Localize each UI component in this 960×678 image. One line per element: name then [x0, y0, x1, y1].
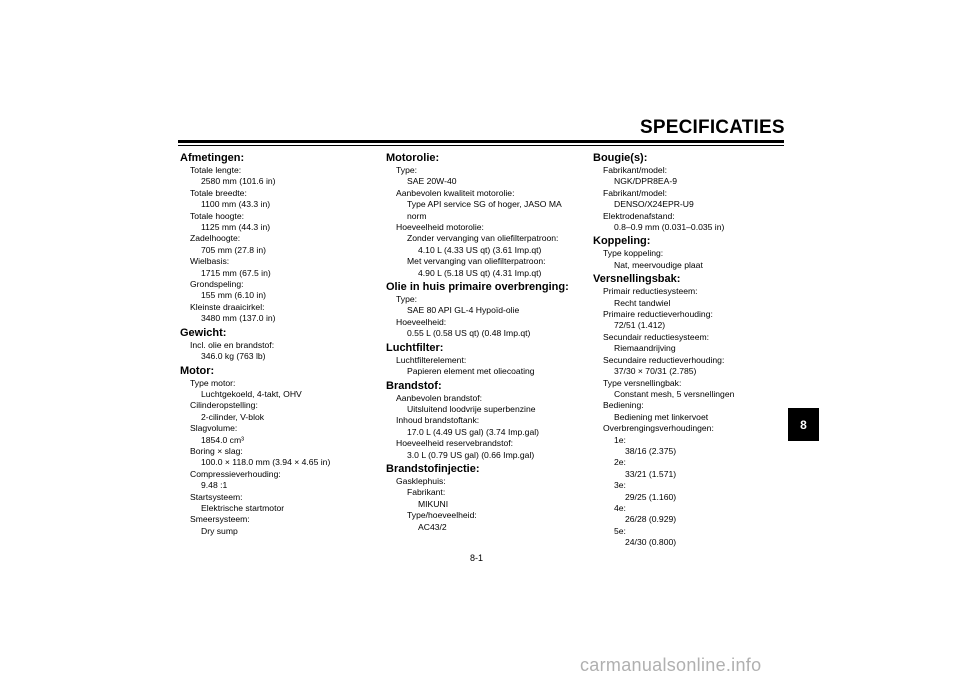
- spec-value: Zonder vervanging van oliefilterpatroon:: [407, 233, 559, 244]
- spec-value: 5e:: [614, 525, 626, 536]
- spec-value: 4e:: [614, 502, 626, 513]
- spec-value: 2e:: [614, 457, 626, 468]
- spec-value: Recht tandwiel: [614, 297, 671, 308]
- spec-value: 346.0 kg (763 lb): [201, 351, 266, 362]
- spec-value: 24/30 (0.800): [625, 537, 677, 548]
- section-heading: Koppeling:: [593, 235, 651, 248]
- section-heading: Bougie(s):: [593, 152, 648, 164]
- spec-value: 1125 mm (44.3 in): [201, 222, 271, 233]
- spec-value: 100.0 × 118.0 mm (3.94 × 4.65 in): [201, 457, 331, 468]
- spec-label: Totale hoogte:: [190, 210, 244, 221]
- spec-value: SAE 80 API GL-4 Hypoïd-olie: [407, 305, 520, 316]
- spec-label: Zadelhoogte:: [190, 233, 241, 244]
- section-heading: Motorolie:: [386, 152, 440, 164]
- spec-label: Overbrengingsverhoudingen:: [603, 423, 714, 434]
- spec-column-1: [180, 150, 380, 537]
- spec-label: Aanbevolen kwaliteit motorolie:: [396, 187, 515, 198]
- spec-value: norm: [407, 210, 427, 221]
- spec-value: 2580 mm (101.6 in): [201, 176, 276, 187]
- section-heading: Brandstof:: [386, 379, 442, 392]
- spec-value: Type API service SG of hoger, JASO MA: [407, 199, 562, 210]
- spec-value: 4.10 L (4.33 US qt) (3.61 Imp.qt): [418, 244, 542, 255]
- spec-label: Hoeveelheid reservebrandstof:: [396, 438, 514, 449]
- spec-value: Luchtgekoeld, 4-takt, OHV: [201, 388, 302, 399]
- spec-value: 33/21 (1.571): [625, 468, 677, 479]
- spec-value: Dry sump: [201, 525, 238, 536]
- spec-label: Elektrodenafstand:: [603, 210, 675, 221]
- spec-value: Bediening met linkervoet: [614, 411, 709, 422]
- spec-value: 38/16 (2.375): [625, 445, 677, 456]
- spec-label: Primair reductiesysteem:: [603, 286, 698, 297]
- spec-label: Secundair reductiesysteem:: [603, 331, 710, 342]
- spec-label: Luchtfilterelement:: [396, 354, 467, 365]
- spec-label: Incl. olie en brandstof:: [190, 339, 275, 350]
- spec-label: Boring × slag:: [190, 445, 243, 456]
- spec-value: 72/51 (1.412): [614, 320, 666, 331]
- spec-label: Aanbevolen brandstof:: [396, 392, 483, 403]
- spec-label: Primaire reductieverhouding:: [603, 309, 713, 320]
- spec-label: Fabrikant/model:: [603, 187, 668, 198]
- spec-label: Bediening:: [603, 400, 644, 411]
- spec-value: 26/28 (0.929): [625, 514, 677, 525]
- spec-label: Startsysteem:: [190, 491, 243, 502]
- spec-value: 155 mm (6.10 in): [201, 290, 266, 301]
- spec-value: 3.0 L (0.79 US gal) (0.66 Imp.gal): [407, 449, 535, 460]
- spec-value: DENSO/X24EPR-U9: [614, 199, 694, 210]
- spec-value: NGK/DPR8EA-9: [614, 176, 678, 187]
- spec-label: Hoeveelheid motorolie:: [396, 222, 484, 233]
- spec-label: Hoeveelheid:: [396, 316, 447, 327]
- spec-value: 2-cilinder, V-blok: [201, 411, 265, 422]
- spec-label: Totale lengte:: [190, 165, 242, 175]
- chapter-tab[interactable]: [788, 408, 819, 441]
- spec-value: Papieren element met oliecoating: [407, 366, 535, 377]
- spec-label: Slagvolume:: [190, 423, 238, 434]
- spec-label: Type versnellingbak:: [603, 377, 682, 388]
- spec-value: SAE 20W-40: [407, 176, 457, 187]
- spec-label: Type motor:: [190, 377, 236, 388]
- spec-value: 29/25 (1.160): [625, 491, 677, 502]
- spec-label: Type koppeling:: [603, 248, 664, 259]
- section-heading: Afmetingen:: [180, 152, 245, 164]
- spec-value: MIKUNI: [418, 498, 449, 509]
- spec-value: Uitsluitend loodvrije superbenzine: [407, 403, 536, 414]
- spec-value: 3480 mm (137.0 in): [201, 313, 276, 324]
- spec-label: Secundaire reductieverhouding:: [603, 354, 725, 365]
- spec-label: Inhoud brandstoftank:: [396, 415, 480, 426]
- spec-value: 37/30 × 70/31 (2.785): [614, 366, 697, 377]
- spec-label: Compressieverhouding:: [190, 468, 281, 479]
- spec-label: Gasklephuis:: [396, 475, 446, 486]
- section-heading: Olie in huis primaire overbrenging:: [386, 281, 569, 294]
- spec-column-2: [386, 150, 586, 533]
- watermark: carmanualsonline.info: [580, 655, 762, 675]
- spec-value: 17.0 L (4.49 US gal) (3.74 Imp.gal): [407, 426, 539, 437]
- section-heading: Gewicht:: [180, 326, 227, 339]
- spec-value: 1e:: [614, 434, 626, 445]
- spec-value: Elektrische startmotor: [201, 502, 285, 513]
- section-heading: Luchtfilter:: [386, 341, 444, 354]
- section-heading: Versnellingsbak:: [593, 273, 681, 286]
- spec-value: 1100 mm (43.3 in): [201, 199, 271, 210]
- header-rule-thin: [178, 145, 784, 146]
- spec-label: Totale breedte:: [190, 187, 247, 198]
- spec-value: 1715 mm (67.5 in): [201, 267, 271, 278]
- header-rule-thick: [178, 140, 784, 143]
- chapter-tab-label: 8: [800, 417, 807, 432]
- page-title: SPECIFICATIES: [640, 117, 785, 138]
- spec-label: Smeersysteem:: [190, 514, 250, 525]
- spec-value: Riemaandrijving: [614, 343, 676, 354]
- spec-label: Cilinderopstelling:: [190, 400, 258, 411]
- spec-value: 1854.0 cm³: [201, 434, 244, 445]
- spec-value: 0.8–0.9 mm (0.031–0.035 in): [614, 222, 725, 233]
- spec-value: Type/hoeveelheid:: [407, 510, 477, 521]
- spec-label: Wielbasis:: [190, 256, 230, 267]
- spec-label: Grondspeling:: [190, 279, 244, 290]
- spec-value: Constant mesh, 5 versnellingen: [614, 388, 735, 399]
- spec-column-3: [593, 150, 793, 549]
- section-heading: Brandstofinjectie:: [386, 462, 480, 475]
- spec-value: 9.48 :1: [201, 480, 228, 491]
- spec-value: 3e:: [614, 480, 626, 491]
- spec-value: Nat, meervoudige plaat: [614, 259, 703, 270]
- spec-label: Fabrikant/model:: [603, 165, 668, 175]
- spec-value: Met vervanging van oliefilterpatroon:: [407, 256, 546, 267]
- spec-value: 0.55 L (0.58 US qt) (0.48 Imp.qt): [407, 328, 531, 339]
- spec-label: Kleinste draaicirkel:: [190, 301, 265, 312]
- spec-value: AC43/2: [418, 521, 447, 532]
- spec-value: 705 mm (27.8 in): [201, 244, 266, 255]
- spec-value: 4.90 L (5.18 US qt) (4.31 Imp.qt): [418, 267, 542, 278]
- page-number: 8-1: [470, 553, 484, 563]
- section-heading: Motor:: [180, 364, 215, 377]
- spec-label: Type:: [396, 294, 418, 305]
- spec-value: Fabrikant:: [407, 487, 446, 498]
- spec-label: Type:: [396, 165, 418, 175]
